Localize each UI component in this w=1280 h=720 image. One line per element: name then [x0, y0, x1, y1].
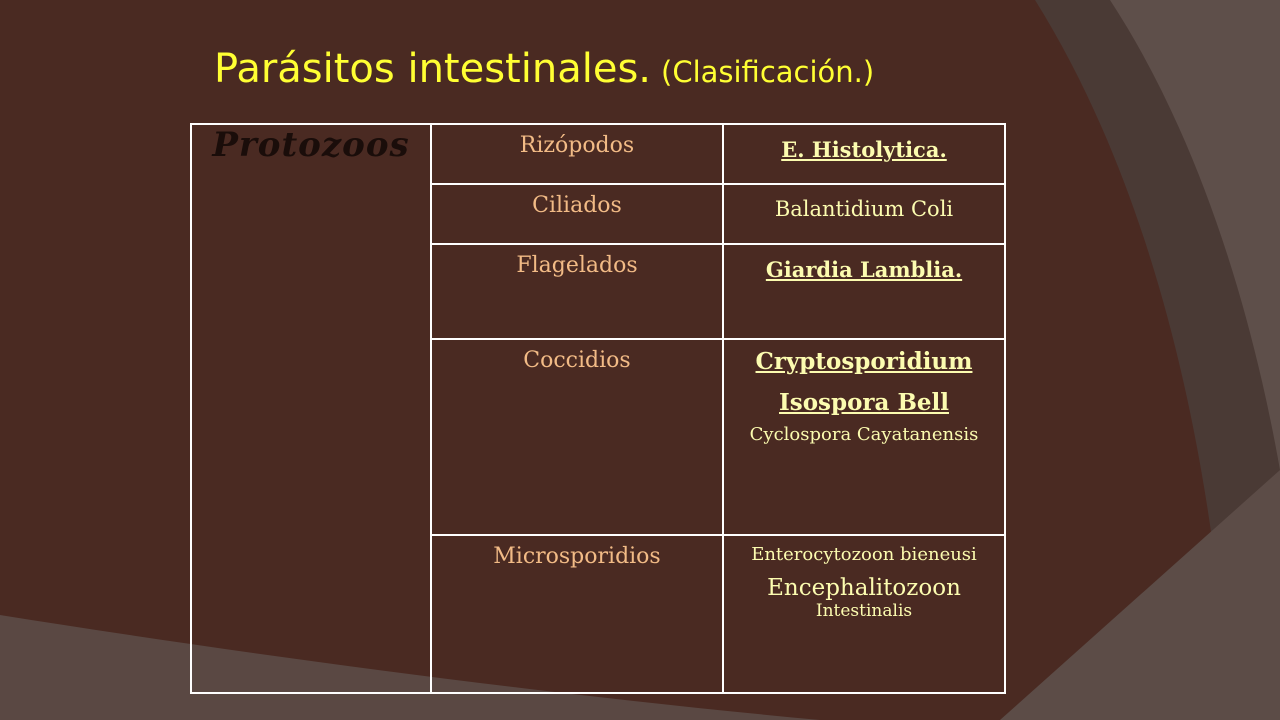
- slide-title: [214, 46, 874, 92]
- species-cell: [723, 535, 1005, 693]
- species-label: Balantidium Coli: [774, 197, 954, 221]
- group-cell: [191, 124, 431, 693]
- group-label: Protozoos: [212, 125, 410, 165]
- species-label: Encephalitozoon: [767, 575, 961, 601]
- class-cell: [431, 535, 723, 693]
- species-label: Enterocytozoon bieneusi: [751, 544, 977, 565]
- class-label: Ciliados: [532, 193, 622, 218]
- species-label: Cyclospora Cayatanensis: [749, 424, 979, 445]
- species-label: Giardia Lamblia.: [765, 257, 963, 282]
- species-cell: [723, 124, 1005, 184]
- class-label: Microsporidios: [493, 544, 661, 569]
- species-label: Cryptosporidium: [755, 348, 973, 375]
- class-label: Flagelados: [516, 253, 638, 278]
- class-cell: [431, 184, 723, 244]
- title-subtitle: (Clasificación.): [661, 55, 875, 89]
- table-row: [191, 124, 1005, 184]
- species-label: Isospora Bell: [779, 389, 949, 416]
- species-cell: [723, 339, 1005, 535]
- class-cell: [431, 124, 723, 184]
- species-label: E. Histolytica.: [781, 137, 947, 162]
- species-cell: [723, 244, 1005, 339]
- species-label: Intestinalis: [815, 601, 913, 621]
- class-cell: [431, 339, 723, 535]
- species-cell: [723, 184, 1005, 244]
- class-label: Rizópodos: [519, 133, 635, 158]
- title-main: Parásitos intestinales.: [214, 46, 651, 92]
- class-label: Coccidios: [523, 348, 631, 373]
- classification-table: [190, 123, 1006, 694]
- class-cell: [431, 244, 723, 339]
